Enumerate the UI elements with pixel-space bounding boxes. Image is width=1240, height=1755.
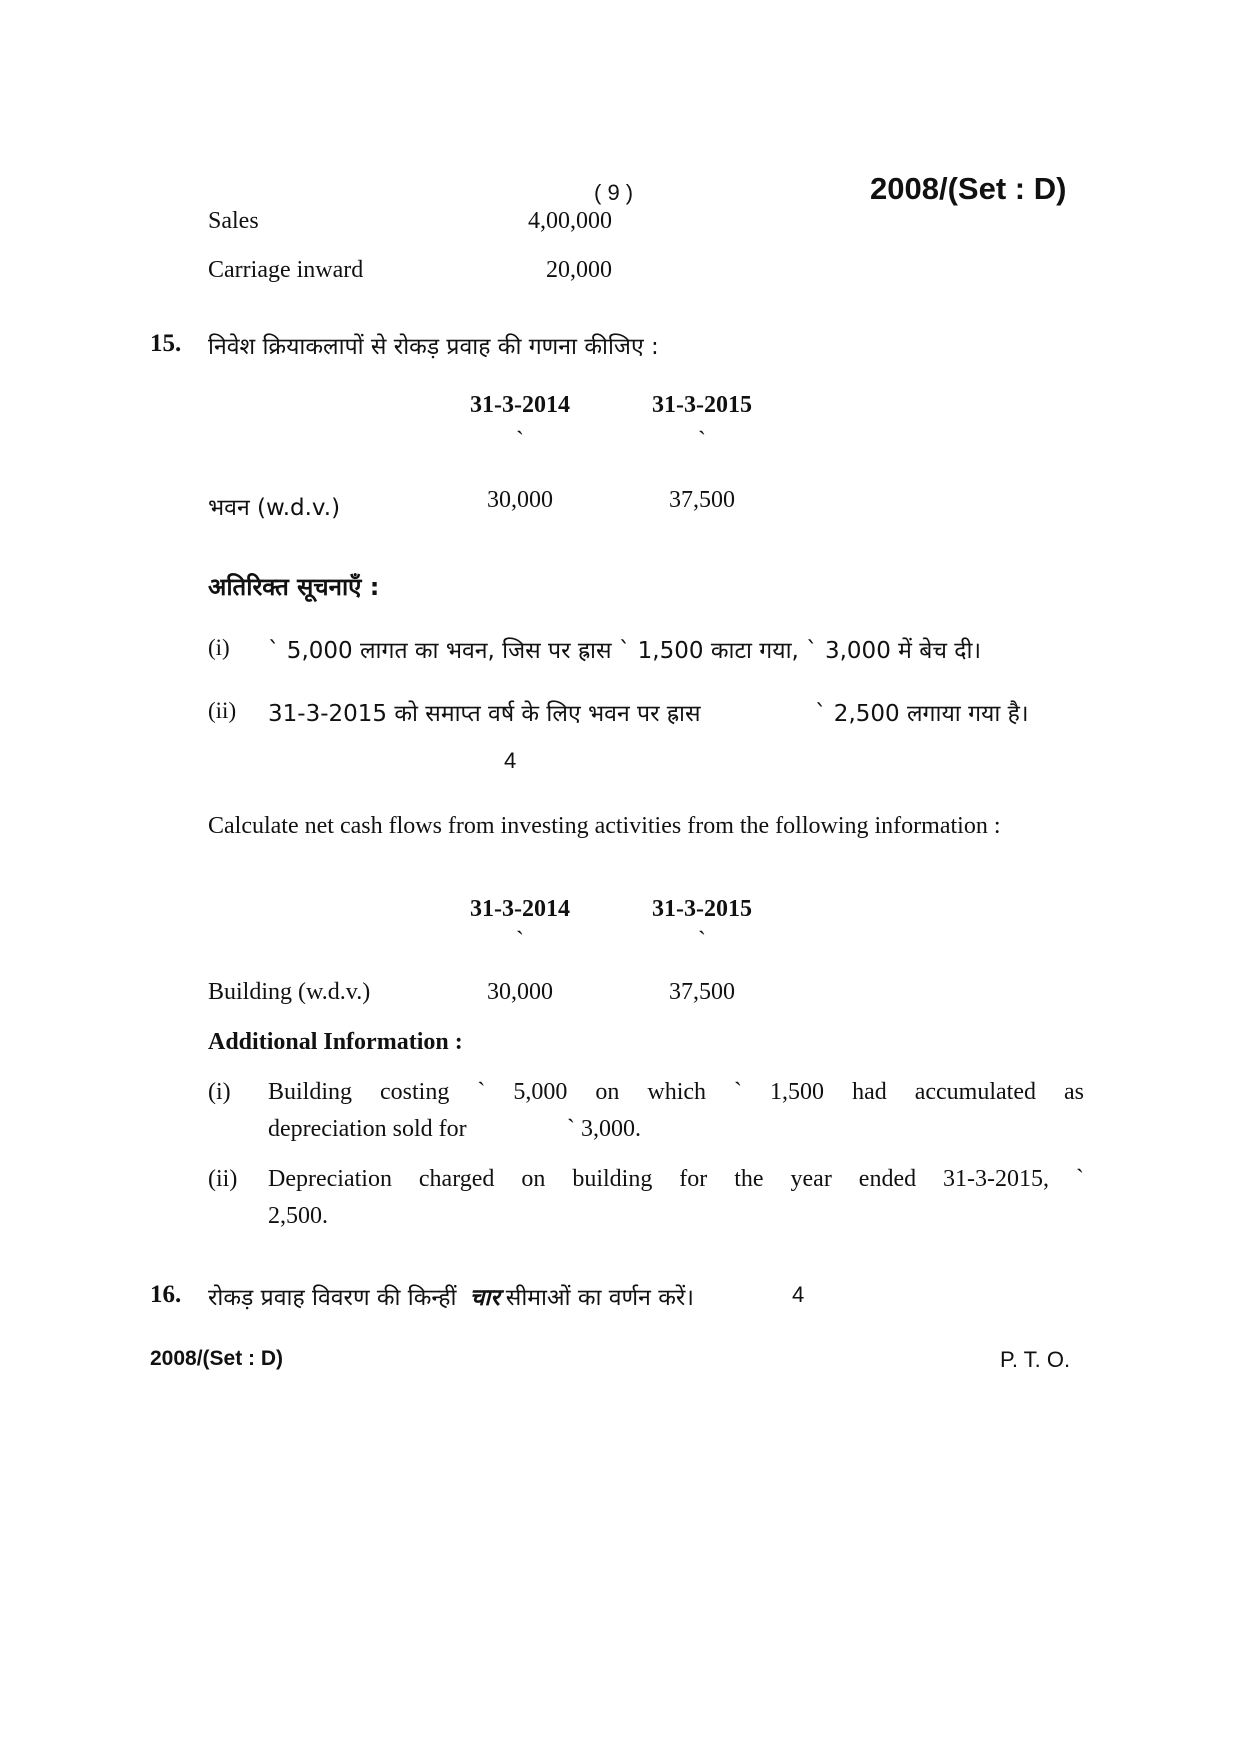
hindi-item-marker: (ii) (208, 698, 237, 723)
hindi-row-value-2015: 37,500 (669, 487, 735, 513)
question-text-before: रोकड़ प्रवाह विवरण की किन्हीं (208, 1285, 457, 1311)
hindi-item-text: ` 5,000 लागत का भवन, जिस पर ह्रास ` 1,500 काटा गया, ` 3,000 में बेच दी। (268, 638, 982, 664)
rupee-symbol: ` (516, 928, 524, 954)
carryover-label-sales: Sales (208, 208, 259, 234)
english-item-marker: (i) (208, 1079, 231, 1105)
english-row-label: Building (w.d.v.) (208, 979, 371, 1005)
hindi-additional-heading: अतिरिक्त सूचनाएँ : (208, 573, 380, 601)
column-header-2015: 31-3-2015 (652, 896, 752, 922)
marks: 4 (792, 1282, 805, 1307)
column-header-2015: 31-3-2015 (652, 392, 752, 418)
carryover-value-sales: 4,00,000 (528, 208, 612, 234)
marks: 4 (504, 748, 517, 773)
column-header-2014: 31-3-2014 (470, 392, 570, 418)
question-text-emphasis: चार (469, 1285, 500, 1311)
carryover-label-carriage: Carriage inward (208, 257, 364, 283)
question-number: 16. (150, 1281, 182, 1308)
hindi-row-label: भवन (w.d.v.) (208, 495, 341, 521)
hindi-question-text: निवेश क्रियाकलापों से रोकड़ प्रवाह की गणना कीजिए : (208, 334, 659, 360)
english-additional-heading: Additional Information : (208, 1029, 463, 1055)
hindi-row-value-2014: 30,000 (487, 487, 553, 513)
english-item-line: ` 3,000. (567, 1116, 641, 1142)
question-text-after: सीमाओं का वर्णन करें। (505, 1285, 695, 1311)
paper-code-header: 2008/(Set : D) (870, 171, 1067, 206)
rupee-symbol: ` (516, 428, 524, 454)
english-row-value-2014: 30,000 (487, 979, 553, 1005)
english-item-line: Building costing ` 5,000 on which ` 1,500 had accumulated as (268, 1079, 1084, 1105)
carryover-value-carriage: 20,000 (546, 257, 612, 283)
rupee-symbol: ` (698, 428, 706, 454)
english-question-text: Calculate net cash flows from investing activities from the following information : (208, 813, 1001, 839)
paper-code-footer: 2008/(Set : D) (150, 1347, 284, 1370)
hindi-item-marker: (i) (208, 635, 230, 660)
english-item-line: Depreciation charged on building for the year ended 31-3-2015, ` (268, 1166, 1084, 1192)
page-number: ( 9 ) (594, 180, 634, 205)
english-item-line: depreciation sold for (268, 1116, 467, 1142)
english-row-value-2015: 37,500 (669, 979, 735, 1005)
question-number: 15. (150, 330, 182, 357)
hindi-item-text-tail: ` 2,500 लगाया गया है। (815, 701, 1029, 727)
english-item-line: 2,500. (268, 1203, 328, 1229)
hindi-question-text (208, 1280, 694, 1312)
column-header-2014: 31-3-2014 (470, 896, 570, 922)
english-item-marker: (ii) (208, 1166, 238, 1192)
please-turn-over: P. T. O. (1000, 1347, 1071, 1372)
rupee-symbol: ` (698, 928, 706, 954)
hindi-item-text: 31-3-2015 को समाप्त वर्ष के लिए भवन पर ह्रास (268, 701, 701, 727)
